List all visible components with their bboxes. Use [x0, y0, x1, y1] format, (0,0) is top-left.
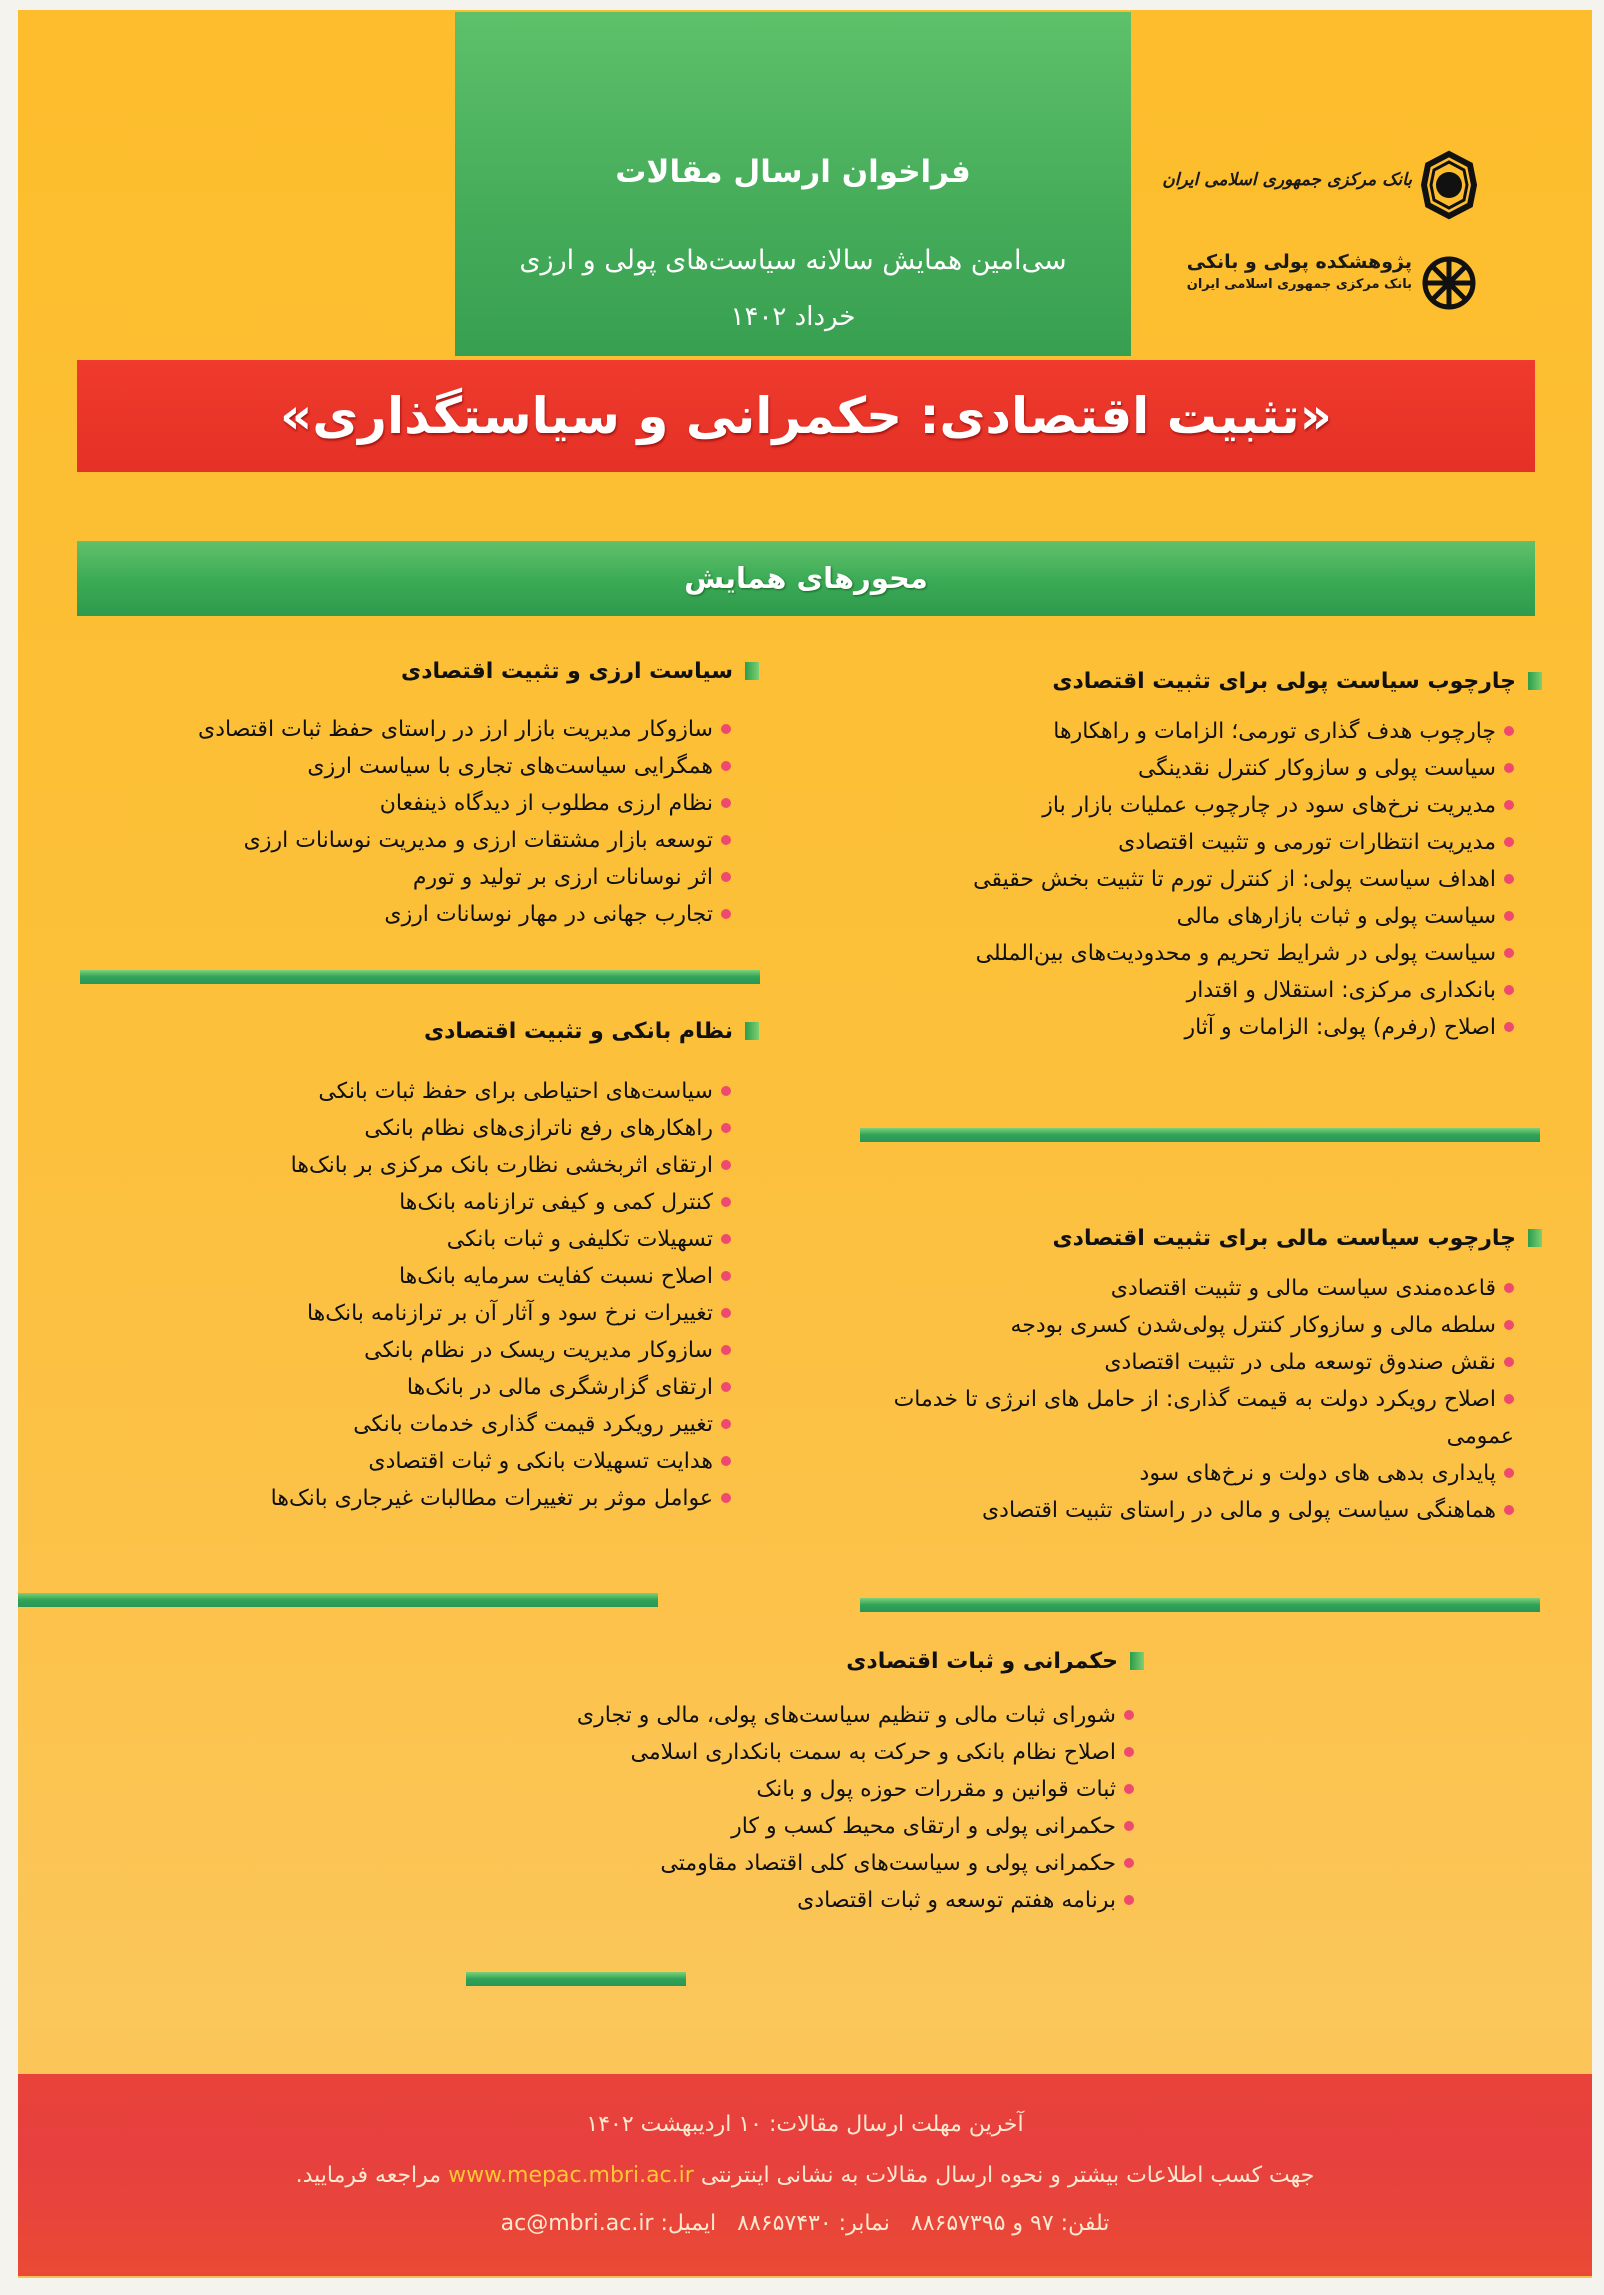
list-item: اهداف سیاست پولی: از کنترل تورم تا تثبیت بخش حقیقی	[973, 861, 1514, 898]
bullet-icon	[721, 1456, 731, 1466]
list-item: کنترل کمی و کیفی ترازنامه بانک‌ها	[271, 1184, 731, 1221]
bullet-icon	[1504, 1468, 1514, 1478]
bullet-icon	[1504, 1320, 1514, 1330]
section-title: چارچوب سیاست پولی برای تثبیت اقتصادی	[1052, 669, 1516, 694]
bullet-icon	[1504, 874, 1514, 884]
banking-system-list	[271, 1073, 731, 1517]
list-item: مدیریت نرخ‌های سود در چارچوب عملیات بازار باز	[973, 787, 1514, 824]
list-item: نقش صندوق توسعه ملی در تثبیت اقتصادی	[824, 1344, 1514, 1381]
list-item: سازوکار مدیریت بازار ارز در راستای حفظ ثبات اقتصادی	[198, 711, 731, 748]
conference-name: سی‌امین همایش سالانه سیاست‌های پولی و ارزی	[519, 245, 1067, 276]
list-item: حکمرانی پولی و ارتقای محیط کسب و کار	[577, 1808, 1134, 1845]
bullet-icon	[1504, 726, 1514, 736]
list-item: راهکارهای رفع ناترازی‌های نظام بانکی	[271, 1110, 731, 1147]
bullet-icon	[1124, 1747, 1134, 1757]
section-marker-icon	[1528, 1229, 1542, 1247]
research-institute-emblem-icon	[1420, 245, 1478, 315]
bullet-icon	[1124, 1784, 1134, 1794]
website-link[interactable]: www.mepac.mbri.ac.ir	[448, 2163, 694, 2188]
list-item: اصلاح رویکرد دولت به قیمت گذاری: از حامل های انرژی تا خدمات عمومی	[893, 1387, 1514, 1449]
bullet-icon	[1124, 1821, 1134, 1831]
section-marker-icon	[1528, 672, 1542, 690]
list-item: سیاست پولی و ثبات بازارهای مالی	[973, 898, 1514, 935]
list-item: تغییرات نرخ سود و آثار آن بر ترازنامه بانک‌ها	[271, 1295, 731, 1332]
list-item: سیاست پولی در شرایط تحریم و محدودیت‌های بین‌المللی	[973, 935, 1514, 972]
deadline-text: آخرین مهلت ارسال مقالات: ۱۰ اردیبهشت ۱۴۰۲	[586, 2112, 1024, 2137]
list-item: اصلاح (رفرم) پولی: الزامات و آثار	[973, 1009, 1514, 1046]
main-title: «تثبیت اقتصادی: حکمرانی و سیاستگذاری»	[280, 387, 1332, 445]
list-item: سلطه مالی و سازوکار کنترل پولی‌شدن کسری بودجه	[824, 1307, 1514, 1344]
bullet-icon	[721, 1382, 731, 1392]
bullet-icon	[721, 835, 731, 845]
section-marker-icon	[745, 1022, 759, 1040]
bullet-icon	[1504, 1394, 1514, 1404]
section-governance	[577, 1645, 1144, 1919]
central-bank-name: بانک مرکزی جمهوری اسلامی ایران	[1162, 170, 1412, 190]
research-institute-subtitle: بانک مرکزی جمهوری اسلامی ایران	[1186, 277, 1412, 292]
list-item: تغییر رویکرد قیمت گذاری خدمات بانکی	[271, 1406, 731, 1443]
bullet-icon	[721, 872, 731, 882]
bullet-icon	[1504, 1022, 1514, 1032]
research-institute-logo	[1188, 245, 1478, 325]
section-marker-icon	[1130, 1652, 1144, 1670]
bullet-icon	[1124, 1895, 1134, 1905]
list-item: ثبات قوانین و مقررات حوزه پول و بانک	[577, 1771, 1134, 1808]
bullet-icon	[721, 1271, 731, 1281]
section-title: نظام بانکی و تثبیت اقتصادی	[423, 1019, 733, 1044]
list-item: اصلاح نسبت کفایت سرمایه بانک‌ها	[271, 1258, 731, 1295]
bullet-icon	[721, 1123, 731, 1133]
bullet-icon	[721, 1234, 731, 1244]
bullet-icon	[1504, 763, 1514, 773]
list-item: چارچوب هدف گذاری تورمی؛ الزامات و راهکارها	[973, 713, 1514, 750]
list-item: قاعده‌مندی سیاست مالی و تثبیت اقتصادی	[824, 1270, 1514, 1307]
list-item: حکمرانی پولی و سیاست‌های کلی اقتصاد مقاومتی	[577, 1845, 1134, 1882]
bullet-icon	[1504, 1505, 1514, 1515]
bullet-icon	[721, 909, 731, 919]
central-bank-emblem-icon	[1420, 150, 1478, 220]
list-item: ارتقای گزارشگری مالی در بانک‌ها	[271, 1369, 731, 1406]
section-divider	[18, 1593, 658, 1607]
bullet-icon	[1504, 800, 1514, 810]
fax-number: ۸۸۶۵۷۴۳۰	[737, 2211, 832, 2236]
bullet-icon	[1504, 911, 1514, 921]
main-title-band	[77, 360, 1535, 472]
email-link[interactable]: ac@mbri.ac.ir	[500, 2211, 654, 2236]
governance-list	[577, 1697, 1134, 1919]
fiscal-framework-list	[824, 1270, 1514, 1529]
footer-band	[18, 2074, 1592, 2276]
bullet-icon	[1124, 1858, 1134, 1868]
bullet-icon	[1504, 985, 1514, 995]
bullet-icon	[1504, 1357, 1514, 1367]
bullet-icon	[721, 1160, 731, 1170]
list-item: نظام ارزی مطلوب از دیدگاه ذینفعان	[198, 785, 731, 822]
list-item: پایداری بدهی های دولت و نرخ‌های سود	[824, 1455, 1514, 1492]
bullet-icon	[721, 1419, 731, 1429]
fx-policy-list	[198, 711, 731, 933]
section-marker-icon	[745, 662, 759, 680]
section-fx-policy	[198, 655, 759, 933]
list-item: سازوکار مدیریت ریسک در نظام بانکی	[271, 1332, 731, 1369]
section-title: چارچوب سیاست مالی برای تثبیت اقتصادی	[1052, 1226, 1516, 1251]
section-fiscal-framework	[824, 1222, 1542, 1529]
section-title: سیاست ارزی و تثبیت اقتصادی	[401, 659, 733, 684]
axes-title: محورهای همایش	[684, 561, 928, 595]
bullet-icon	[721, 1493, 731, 1503]
bullet-icon	[1504, 1283, 1514, 1293]
list-item: هماهنگی سیاست پولی و مالی در راستای تثبیت اقتصادی	[824, 1492, 1514, 1529]
bullet-icon	[721, 1308, 731, 1318]
call-for-papers-title: فراخوان ارسال مقالات	[615, 154, 971, 190]
monetary-framework-list	[973, 713, 1514, 1046]
list-item: همگرایی سیاست‌های تجاری با سیاست ارزی	[198, 748, 731, 785]
section-banking-system	[271, 1015, 759, 1517]
bullet-icon	[721, 1086, 731, 1096]
bullet-icon	[721, 798, 731, 808]
bullet-icon	[721, 724, 731, 734]
list-item: عوامل موثر بر تغییرات مطالبات غیرجاری بانک‌ها	[271, 1480, 731, 1517]
section-monetary-framework	[973, 665, 1542, 1046]
list-item: برنامه هفتم توسعه و ثبات اقتصادی	[577, 1882, 1134, 1919]
list-item: توسعه بازار مشتقات ارزی و مدیریت نوسانات ارزی	[198, 822, 731, 859]
bullet-icon	[1504, 837, 1514, 847]
list-item: تسهیلات تکلیفی و ثبات بانکی	[271, 1221, 731, 1258]
conference-date: خرداد ۱۴۰۲	[730, 302, 856, 332]
section-title: حکمرانی و ثبات اقتصادی	[846, 1649, 1118, 1674]
research-institute-name: پژوهشکده پولی و بانکی	[1186, 251, 1412, 273]
list-item: سیاست‌های احتیاطی برای حفظ ثبات بانکی	[271, 1073, 731, 1110]
section-divider	[466, 1972, 686, 1986]
section-divider	[860, 1128, 1540, 1142]
conference-axes-band	[77, 541, 1535, 616]
list-item: اصلاح نظام بانکی و حرکت به سمت بانکداری اسلامی	[577, 1734, 1134, 1771]
list-item: مدیریت انتظارات تورمی و تثبیت اقتصادی	[973, 824, 1514, 861]
bullet-icon	[721, 1197, 731, 1207]
info-line: جهت کسب اطلاعات بیشتر و نحوه ارسال مقالات به نشانی اینترنتی www.mepac.mbri.ac.ir مراجعه فرمایید.	[295, 2163, 1315, 2188]
list-item: هدایت تسهیلات بانکی و ثبات اقتصادی	[271, 1443, 731, 1480]
bullet-icon	[721, 1345, 731, 1355]
header-box	[455, 12, 1131, 356]
bullet-icon	[1124, 1710, 1134, 1720]
central-bank-logo	[1162, 150, 1478, 220]
list-item: تجارب جهانی در مهار نوسانات ارزی	[198, 896, 731, 933]
section-divider	[80, 970, 760, 984]
list-item: سیاست پولی و سازوکار کنترل نقدینگی	[973, 750, 1514, 787]
section-divider	[860, 1598, 1540, 1612]
bullet-icon	[1504, 948, 1514, 958]
list-item: اثر نوسانات ارزی بر تولید و تورم	[198, 859, 731, 896]
phone-number: ۹۷ و ۸۸۶۵۷۳۹۵	[910, 2211, 1054, 2236]
list-item: شورای ثبات مالی و تنظیم سیاست‌های پولی، مالی و تجاری	[577, 1697, 1134, 1734]
contact-line: تلفن: ۹۷ و ۸۸۶۵۷۳۹۵ نمابر: ۸۸۶۵۷۴۳۰ ایمیل: ac@mbri.ac.ir	[500, 2211, 1110, 2236]
list-item: ارتقای اثربخشی نظارت بانک مرکزی بر بانک‌ها	[271, 1147, 731, 1184]
bullet-icon	[721, 761, 731, 771]
list-item: بانکداری مرکزی: استقلال و اقتدار	[973, 972, 1514, 1009]
